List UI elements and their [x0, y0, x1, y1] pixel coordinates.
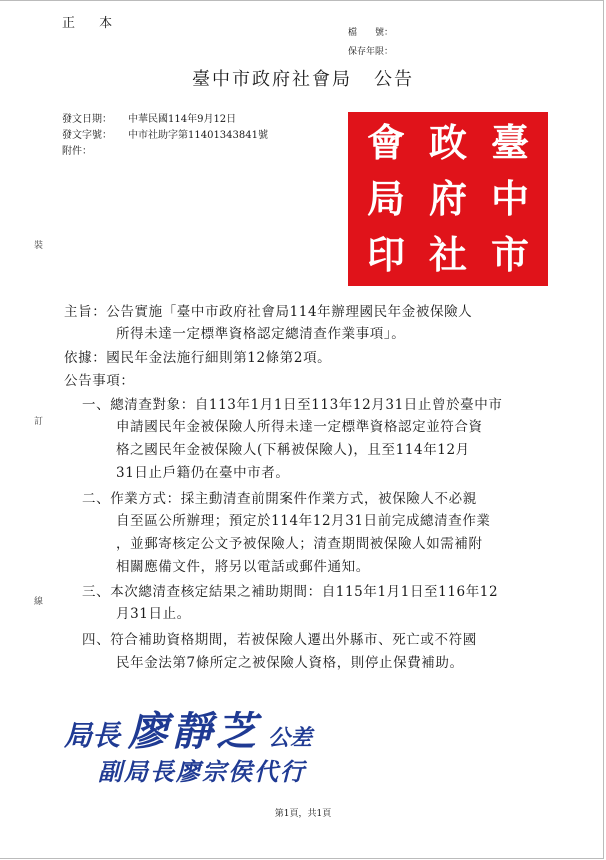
- seal-char: 局: [366, 176, 405, 221]
- director-title: 局長: [64, 719, 121, 752]
- meta-date: [62, 110, 236, 125]
- seal-char: 政: [428, 120, 467, 165]
- page-border-right: [603, 0, 604, 858]
- item-1-line-3: 格之國民年金被保險人(下稱被保險人)，且至114年12月: [116, 442, 470, 458]
- binding-mark-xian: 線: [34, 597, 44, 607]
- seal-char: 印: [366, 232, 405, 277]
- director-signature: [64, 700, 312, 757]
- page-border-top: [0, 0, 604, 1]
- director-leave-note: 公差: [268, 725, 313, 751]
- seal-char: 臺: [490, 120, 529, 165]
- seal-characters: [360, 120, 536, 277]
- seal-char: 社: [428, 232, 467, 277]
- seal-char: 中: [490, 176, 529, 221]
- meta-date-label: 發文日期：: [62, 114, 112, 125]
- item-4-line-1: 四、符合補助資格期間，若被保險人遷出外縣市、死亡或不符國: [82, 632, 477, 648]
- file-number-label: 檔 號：: [348, 28, 394, 38]
- meta-doc-number-label: 發文字號：: [62, 130, 112, 141]
- seal-column: [422, 120, 474, 277]
- title-organization: 臺中市政府社會局: [192, 69, 352, 90]
- subject-line-1: 主旨：公告實施「臺中市政府社會局114年辦理國民年金被保險人: [64, 304, 473, 320]
- page-footer: 第1頁，共1頁: [274, 809, 332, 819]
- item-4-line-2: 民年金法第7條所定之被保險人資格，則停止保費補助。: [116, 655, 464, 671]
- item-2-line-4: 相關應備文件，將另以電話或郵件通知。: [116, 559, 370, 575]
- basis-line: 依據：國民年金法施行細則第12條第2項。: [64, 350, 332, 366]
- binding-mark-ding: 訂: [34, 417, 44, 427]
- binding-mark-zhuang: 裝: [34, 241, 44, 251]
- item-1-line-1: 一、總清查對象：自113年1月1日至113年12月31日止曾於臺中市: [82, 397, 503, 413]
- subject-line-2: 所得未達一定標準資格認定總清查作業事項」。: [116, 326, 406, 342]
- item-2-line-1: 二、作業方式：採主動清查前開案件作業方式，被保險人不必親: [82, 491, 477, 507]
- meta-attachment: [62, 142, 128, 157]
- item-1-line-4: 31日止戶籍仍在臺中市者。: [116, 465, 290, 481]
- retention-period-label: 保存年限：: [348, 47, 394, 57]
- director-name: 廖靜芝: [128, 708, 261, 755]
- item-1-line-2: 申請國民年金被保險人所得未達一定標準資格認定並符合資: [116, 419, 483, 435]
- copy-mark: 正 本: [62, 16, 123, 31]
- announcement-heading: 公告事項：: [64, 373, 135, 389]
- seal-char: 府: [428, 176, 467, 221]
- seal-column: [484, 120, 536, 277]
- page-border-bottom: [0, 858, 604, 859]
- meta-doc-number-value: 中市社助字第11401343841號: [128, 130, 268, 141]
- seal-char: 市: [490, 232, 529, 277]
- item-3-line-1: 三、本次總清查核定結果之補助期間：自115年1月1日至116年12: [82, 584, 499, 600]
- deputy-signature: 副局長廖宗侯代行: [98, 757, 306, 786]
- item-2-line-3: ，並郵寄核定公文予被保險人；清查期間被保險人如需補附: [116, 536, 483, 552]
- meta-attachment-label: 附件：: [62, 146, 92, 157]
- official-seal: [348, 112, 548, 286]
- item-2-line-2: 自至區公所辦理；預定於114年12月31日前完成總清查作業: [116, 513, 491, 529]
- document-title: [0, 65, 606, 91]
- title-type: 公告: [374, 69, 414, 90]
- seal-char: 會: [366, 120, 405, 165]
- seal-column: [360, 120, 412, 277]
- meta-date-value: 中華民國114年9月12日: [128, 114, 237, 125]
- meta-doc-number: [62, 126, 268, 141]
- item-3-line-2: 月31日止。: [116, 606, 191, 622]
